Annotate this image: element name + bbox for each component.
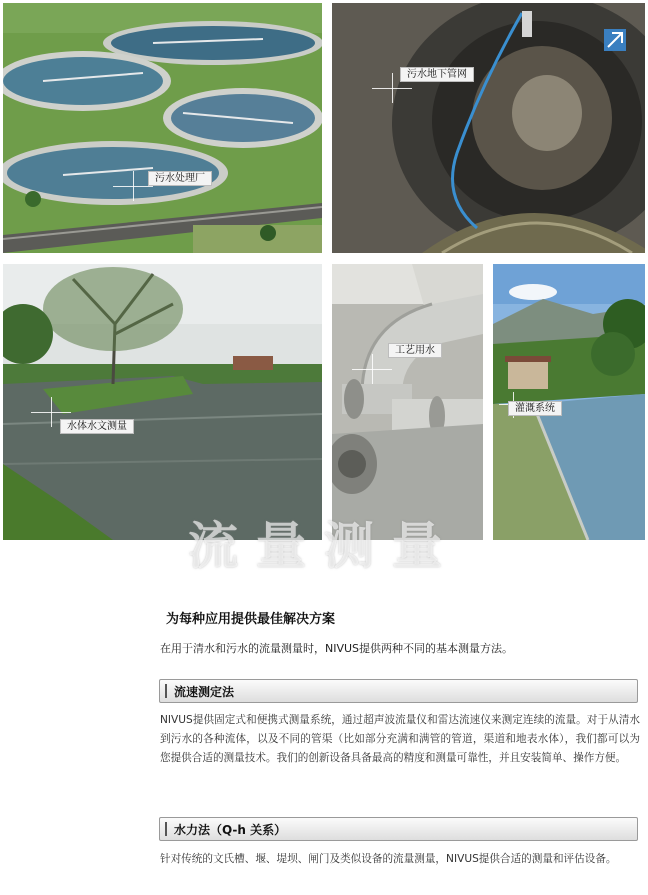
photo-river-hydrology [3, 264, 322, 540]
intro-text: 在用于清水和污水的流量测量时，NIVUS提供两种不同的基本测量方法。 [160, 642, 514, 655]
photo-process-water [332, 264, 483, 540]
photo-label-canal: 灌溉系统 [508, 401, 562, 416]
photo-label-river: 水体水文测量 [60, 419, 134, 434]
photo-sewer-network [332, 3, 645, 253]
photo-label-pipes: 工艺用水 [388, 343, 442, 358]
photo-irrigation-canal [493, 264, 645, 540]
photo-label-plant: 污水处理厂 [148, 171, 212, 186]
section-title-hydraulic: 水力法（Q-h 关系） [174, 823, 287, 837]
section-title-velocity: 流速测定法 [174, 685, 235, 699]
section-header-hydraulic [159, 817, 638, 841]
section-marker [165, 684, 167, 698]
section-body-velocity: NIVUS提供固定式和便携式测量系统，通过超声波流量仪和雷达流速仪来测定连续的流量。对于从清水到污水的各种流体，以及不同的管渠（比如部分充满和满管的管道，渠道和地表水体），我们都可以为您提供合适的测量技术。我们的创新设备具备最高的精度和测量可靠性，并且安装简单、操作方便。 [160, 714, 640, 764]
section-marker [165, 822, 167, 836]
photo-wastewater-plant [3, 3, 322, 253]
section-body-hydraulic: 针对传统的文氏槽、堰、堤坝、闸门及类似设备的流量测量，NIVUS提供合适的测量和评估设备。 [160, 853, 617, 865]
photo-label-sewer: 污水地下管网 [400, 67, 474, 82]
subtitle: 为每种应用提供最佳解决方案 [166, 612, 336, 627]
section-header-velocity [159, 679, 638, 703]
hero-title: 流量测量 [188, 517, 460, 575]
